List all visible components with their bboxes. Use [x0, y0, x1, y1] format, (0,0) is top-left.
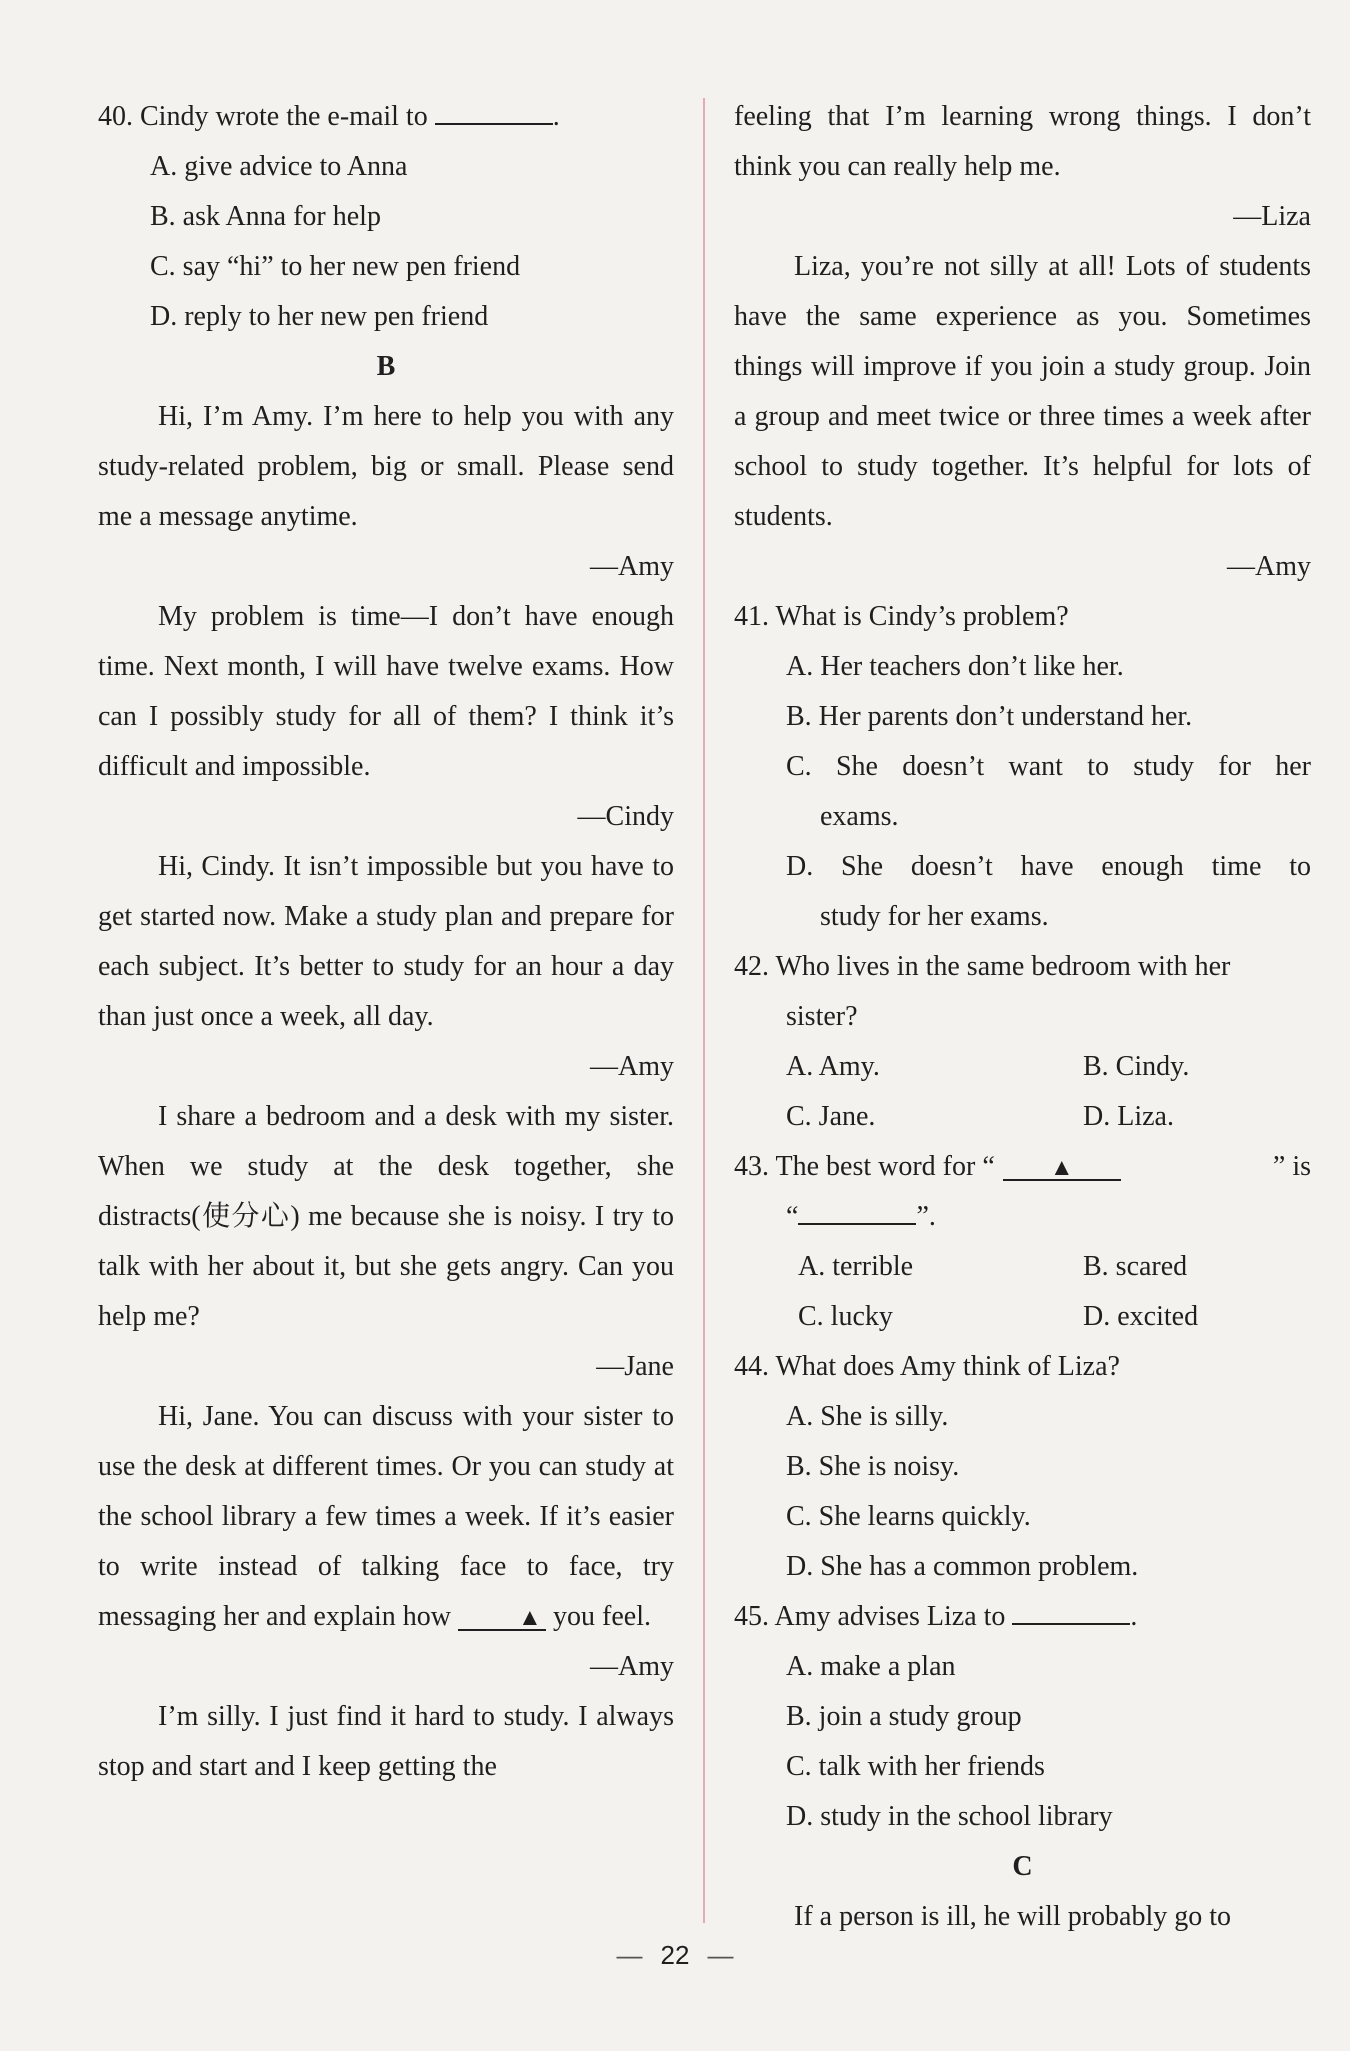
signature-liza: —Liza — [1233, 201, 1311, 232]
passage-paragraph-reply-jane: Hi, Jane. You can discuss with your sister to use the desk at different times. Or you can study at the school library a few times a week. If it’s easier to write instead of talking face to face, try messaging her and explain how ▲ you feel. — [98, 1401, 674, 1632]
signature-jane: —Jane — [596, 1351, 674, 1382]
option-43c: C. lucky — [798, 1301, 893, 1332]
question-42-stem-cont: sister? — [786, 1001, 858, 1032]
option-44a: A. She is silly. — [786, 1401, 949, 1432]
option-40b: B. ask Anna for help — [150, 201, 381, 232]
signature-cindy: —Cindy — [577, 801, 674, 832]
signature-amy: —Amy — [1227, 551, 1311, 582]
question-43-stem: 43. The best word for “ ▲ ” is — [734, 1151, 1311, 1182]
options-42-row2 — [734, 1092, 1311, 1142]
option-44c: C. She learns quickly. — [786, 1501, 1031, 1532]
page-number — [0, 1940, 1350, 1971]
option-41d-cont: study for her exams. — [820, 901, 1049, 932]
option-43b: B. scared — [1083, 1251, 1188, 1282]
question-42-stem: 42. Who lives in the same bedroom with her — [734, 951, 1231, 982]
question-40-stem: 40. Cindy wrote the e-mail to . — [98, 101, 560, 132]
page-number-value: 22 — [660, 1940, 690, 1970]
passage-paragraph-liza-cont: feeling that I’m learning wrong things. I don’t think you can really help me. — [734, 101, 1311, 182]
passage-paragraph-cindy: My problem is time—I don’t have enough time. Next month, I will have twelve exams. How can I possibly study for all of them? I think it’s difficult and impossible. — [98, 601, 674, 782]
option-41c-cont: exams. — [820, 801, 899, 832]
page-number-dash-left: — — [616, 1940, 643, 1970]
answer-blank — [435, 99, 553, 125]
options-43-row1 — [734, 1242, 1311, 1292]
passage-paragraph-amy-intro: Hi, I’m Amy. I’m here to help you with any study-related problem, big or small. Please send me a message anytime. — [98, 401, 674, 532]
option-42c: C. Jane. — [786, 1101, 876, 1132]
options-42-row1 — [734, 1042, 1311, 1092]
signature-amy: —Amy — [590, 551, 674, 582]
option-44d: D. She has a common problem. — [786, 1551, 1139, 1582]
question-44-stem: 44. What does Amy think of Liza? — [734, 1351, 1120, 1382]
question-43-stem-cont: “ ”. — [786, 1201, 936, 1232]
column-divider — [703, 98, 705, 1923]
signature-amy: —Amy — [590, 1651, 674, 1682]
passage-paragraph-c-start: If a person is ill, he will probably go to — [794, 1901, 1232, 1932]
option-45a: A. make a plan — [786, 1651, 956, 1682]
question-41-stem: 41. What is Cindy’s problem? — [734, 601, 1069, 632]
section-heading-b: B — [376, 351, 396, 382]
answer-blank — [458, 1605, 546, 1631]
question-45-stem: 45. Amy advises Liza to . — [734, 1601, 1138, 1632]
option-41c: C. She doesn’t want to study for her — [786, 751, 1311, 782]
passage-paragraph-liza: I’m silly. I just find it hard to study. I always stop and start and I keep getting the — [98, 1701, 674, 1782]
option-42d: D. Liza. — [1083, 1101, 1174, 1132]
option-40d: D. reply to her new pen friend — [150, 301, 489, 332]
option-45d: D. study in the school library — [786, 1801, 1113, 1832]
option-43a: A. terrible — [798, 1251, 914, 1282]
answer-blank — [798, 1199, 916, 1225]
page-number-dash-right: — — [707, 1940, 734, 1970]
passage-paragraph-jane: I share a bedroom and a desk with my sister. When we study at the desk together, she distracts(使分心) me because she is noisy. I try to talk with her about it, but she gets angry. Can you help me? — [98, 1101, 674, 1332]
triangle-icon: ▲ — [518, 1605, 542, 1631]
answer-blank — [1012, 1599, 1130, 1625]
option-44b: B. She is noisy. — [786, 1451, 960, 1482]
option-41a: A. Her teachers don’t like her. — [786, 651, 1124, 682]
section-heading-c: C — [1012, 1851, 1033, 1882]
triangle-icon: ▲ — [1049, 1155, 1074, 1181]
option-40a: A. give advice to Anna — [150, 151, 408, 182]
right-column — [734, 92, 1311, 1942]
passage-paragraph-reply-cindy: Hi, Cindy. It isn’t impossible but you have to get started now. Make a study plan and prepare for each subject. It’s better to study for an hour a day than just once a week, all day. — [98, 851, 674, 1032]
left-column — [98, 92, 674, 1792]
option-41b: B. Her parents don’t understand her. — [786, 701, 1193, 732]
answer-blank — [1003, 1155, 1121, 1181]
option-40c: C. say “hi” to her new pen friend — [150, 251, 521, 282]
option-42a: A. Amy. — [786, 1051, 880, 1082]
option-45c: C. talk with her friends — [786, 1751, 1045, 1782]
option-41d: D. She doesn’t have enough time to — [786, 851, 1311, 882]
option-43d: D. excited — [1083, 1301, 1199, 1332]
signature-amy: —Amy — [590, 1051, 674, 1082]
option-42b: B. Cindy. — [1083, 1051, 1190, 1082]
option-45b: B. join a study group — [786, 1701, 1022, 1732]
passage-paragraph-reply-liza: Liza, you’re not silly at all! Lots of students have the same experience as you. Sometimes things will improve if you join a study group. Join a group and meet twice or three times a week after school to study together. It’s helpful for lots of students. — [734, 251, 1311, 532]
options-43-row2 — [734, 1292, 1311, 1342]
